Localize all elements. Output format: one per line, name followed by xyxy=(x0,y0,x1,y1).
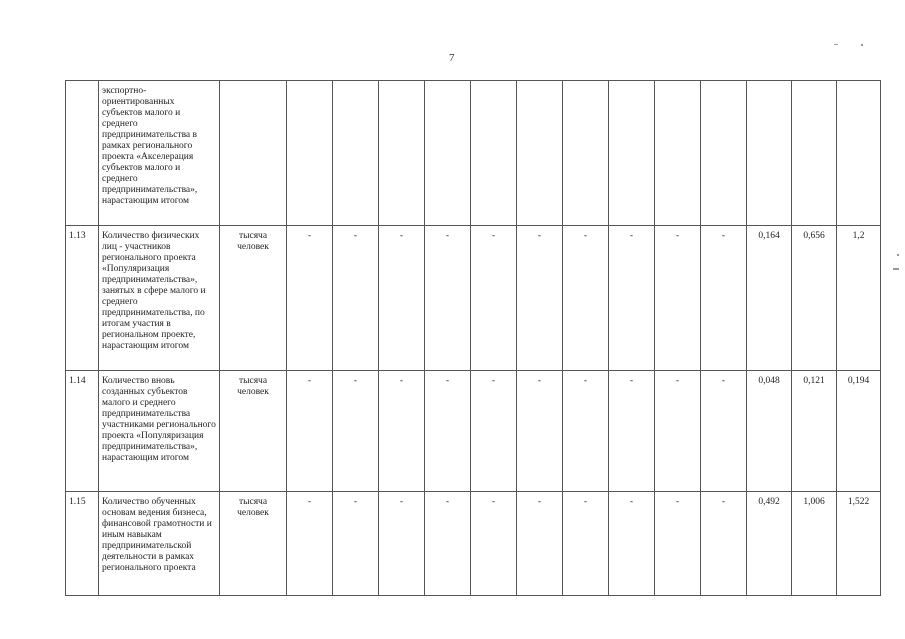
page-number: 7 xyxy=(449,52,455,64)
period-value-cell: - xyxy=(471,492,517,596)
indicator-table xyxy=(65,80,881,596)
period-value-cell: - xyxy=(425,492,471,596)
period-value-cell xyxy=(287,81,333,226)
table-row xyxy=(66,226,881,371)
row-number-cell: 1.13 xyxy=(66,226,99,371)
period-value-cell: - xyxy=(379,226,425,371)
target-value-cell: 1,006 xyxy=(792,492,837,596)
period-value-cell: - xyxy=(563,492,609,596)
period-value-cell: - xyxy=(563,371,609,492)
period-value-cell: - xyxy=(563,226,609,371)
target-value-cell: 1,2 xyxy=(837,226,881,371)
period-value-cell: - xyxy=(287,371,333,492)
period-value-cell: - xyxy=(701,226,747,371)
target-value-cell: 0,164 xyxy=(747,226,792,371)
table-row xyxy=(66,492,881,596)
target-value-cell: 0,194 xyxy=(837,371,881,492)
period-value-cell: - xyxy=(379,492,425,596)
period-value-cell: - xyxy=(425,226,471,371)
target-value-cell: 0,121 xyxy=(792,371,837,492)
period-value-cell xyxy=(425,81,471,226)
scan-speck xyxy=(897,254,899,256)
period-value-cell xyxy=(379,81,425,226)
unit-cell: тысяча человек xyxy=(220,492,287,596)
period-value-cell: - xyxy=(425,371,471,492)
period-value-cell: - xyxy=(701,492,747,596)
indicator-name-cell: Количество физических лиц - участников регионального проекта «Популяризация предпринимательства», занятых в сфере малого и среднего предпринимательства, по итогам участия в региональном проекте, нарастающим итогом xyxy=(99,226,220,371)
unit-cell: тысяча человек xyxy=(220,226,287,371)
unit-cell: тысяча человек xyxy=(220,371,287,492)
row-number-cell xyxy=(66,81,99,226)
row-number-cell: 1.15 xyxy=(66,492,99,596)
period-value-cell: - xyxy=(333,492,379,596)
period-value-cell: - xyxy=(471,371,517,492)
period-value-cell xyxy=(333,81,379,226)
period-value-cell: - xyxy=(609,226,655,371)
target-value-cell: 0,656 xyxy=(792,226,837,371)
period-value-cell: - xyxy=(333,226,379,371)
period-value-cell: - xyxy=(333,371,379,492)
period-value-cell xyxy=(517,81,563,226)
scan-speck xyxy=(893,268,899,270)
period-value-cell: - xyxy=(609,492,655,596)
period-value-cell: - xyxy=(609,371,655,492)
period-value-cell: - xyxy=(471,226,517,371)
target-value-cell xyxy=(837,81,881,226)
indicator-name-cell: Количество обученных основам ведения бизнеса, финансовой грамотности и иным навыкам предпринимательской деятельности в рамках регионального проекта xyxy=(99,492,220,596)
indicator-name-cell: Количество вновь созданных субъектов малого и среднего предпринимательства участниками регионального проекта «Популяризация предпринимательства», нарастающим итогом xyxy=(99,371,220,492)
period-value-cell: - xyxy=(379,371,425,492)
period-value-cell xyxy=(701,81,747,226)
scan-speck xyxy=(861,44,863,46)
unit-cell xyxy=(220,81,287,226)
period-value-cell: - xyxy=(517,371,563,492)
target-value-cell: 0,492 xyxy=(747,492,792,596)
target-value-cell xyxy=(747,81,792,226)
period-value-cell xyxy=(563,81,609,226)
period-value-cell xyxy=(655,81,701,226)
indicator-name-cell: экспортно-ориентированных субъектов малого и среднего предпринимательства в рамках регионального проекта «Акселерация субъектов малого и среднего предпринимательства», нарастающим итогом xyxy=(99,81,220,226)
period-value-cell: - xyxy=(517,226,563,371)
period-value-cell: - xyxy=(655,226,701,371)
row-number-cell: 1.14 xyxy=(66,371,99,492)
period-value-cell: - xyxy=(517,492,563,596)
scan-speck xyxy=(834,44,838,45)
period-value-cell xyxy=(471,81,517,226)
period-value-cell: - xyxy=(287,226,333,371)
period-value-cell: - xyxy=(655,492,701,596)
period-value-cell: - xyxy=(287,492,333,596)
target-value-cell xyxy=(792,81,837,226)
target-value-cell: 0,048 xyxy=(747,371,792,492)
period-value-cell: - xyxy=(655,371,701,492)
table-row xyxy=(66,81,881,226)
target-value-cell: 1,522 xyxy=(837,492,881,596)
table-row xyxy=(66,371,881,492)
period-value-cell xyxy=(609,81,655,226)
period-value-cell: - xyxy=(701,371,747,492)
